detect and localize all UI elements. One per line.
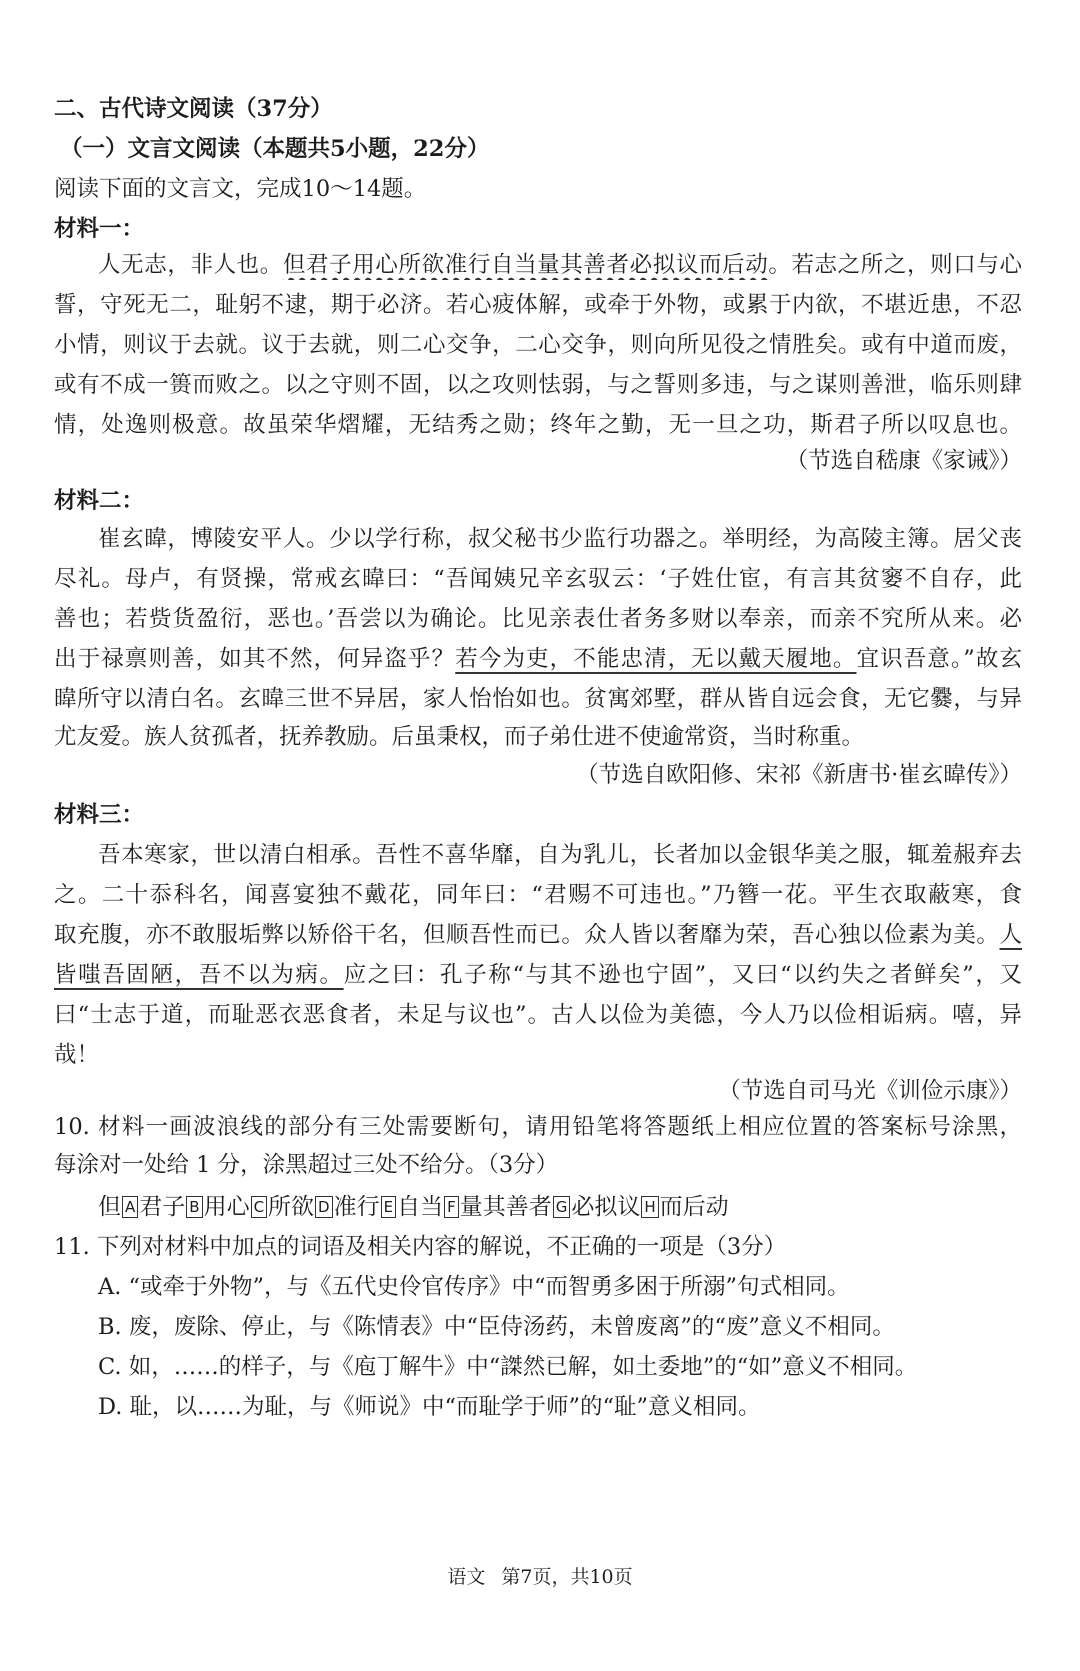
material1-line1-end: 。若志之所之，则口与心 bbox=[768, 252, 1022, 278]
q10-box-e[interactable]: E bbox=[381, 1196, 396, 1218]
material3-line4-end: 应之曰：孔子称“与其不逊也宁固”，又曰“以约失之者鲜矣”，又 bbox=[343, 962, 1022, 988]
material3-line3 bbox=[54, 920, 1022, 950]
q11-option-d[interactable]: D. 耻，以……为耻，与《师说》中“而耻学于师”的“耻”意义相同。 bbox=[98, 1394, 761, 1420]
material2-source: （节选自欧阳修、宋祁《新唐书·崔玄暐传》） bbox=[576, 762, 1022, 788]
material2-line2: 尽礼。母卢，有贤操，常戒玄暐曰：“吾闻姨兄辛玄驭云：‘子姓仕宦，有言其贫窭不自存，此 bbox=[54, 566, 1022, 592]
material2-line4 bbox=[54, 644, 1022, 674]
q10-seg-text: 用心 bbox=[203, 1194, 250, 1220]
material3-underlined-start: 人 bbox=[999, 922, 1022, 948]
q10-segmented-sentence bbox=[98, 1192, 1022, 1222]
q10-seg-start: 但 bbox=[98, 1194, 121, 1220]
q10-seg-text: 必拟议 bbox=[571, 1194, 641, 1220]
q11-option-a[interactable]: A. “或牵于外物”，与《五代史伶官传序》中“而智勇多困于所溺”句式相同。 bbox=[98, 1274, 850, 1300]
material2-label: 材料二： bbox=[54, 488, 145, 514]
material2-line3: 善也；若赀货盈衍，恶也。’吾尝以为确论。比见亲表仕者务多财以奉亲，而亲不究所从来。必 bbox=[54, 606, 1022, 632]
q10-box-f[interactable]: F bbox=[444, 1196, 459, 1218]
q10-seg-text: 君子 bbox=[139, 1194, 186, 1220]
q10-box-h[interactable]: H bbox=[641, 1196, 658, 1218]
material3-line4 bbox=[54, 960, 1022, 990]
q10-box-a[interactable]: A bbox=[122, 1196, 138, 1218]
material2-line4-start: 出于禄禀则善，如其不然，何异盗乎？ bbox=[54, 646, 456, 672]
material1-line3: 小情，则议于去就。议于去就，则二心交争，二心交争，则向所见役之情胜矣。或有中道而废， bbox=[54, 332, 1022, 358]
material2-underlined-sentence: 若今为吏，不能忠清，无以戴天履地。 bbox=[455, 646, 857, 672]
material3-line2: 之。二十忝科名，闻喜宴独不戴花，同年曰：“君赐不可违也。”乃簪一花。平生衣取蔽寒，食 bbox=[54, 882, 1022, 908]
material2-line5: 暐所守以清白名。玄暐三世不异居，家人怡怡如也。贫寓郊墅，群从皆自远会食，无它爨，与异 bbox=[54, 686, 1022, 712]
subsection-title: （一）文言文阅读（本题共5小题，22分） bbox=[60, 136, 490, 162]
material2-line4-end: 宜识吾意。”故玄 bbox=[856, 646, 1022, 672]
material1-line5: 情，处逸则极意。故虽荣华熠耀，无结秀之勋；终年之勤，无一旦之功，斯君子所以叹息也。 bbox=[54, 412, 1022, 438]
q10-seg-text: 而后动 bbox=[659, 1194, 729, 1220]
q10-seg-text: 所欲 bbox=[268, 1194, 315, 1220]
material3-label: 材料三： bbox=[54, 802, 145, 828]
material3-source: （节选自司马光《训俭示康》） bbox=[718, 1078, 1022, 1104]
material3-line5: 曰“士志于道，而耻恶衣恶食者，未足与议也”。古人以俭为美德，今人乃以俭相诟病。嘻，异 bbox=[54, 1002, 1022, 1028]
q10-seg-text: 自当 bbox=[397, 1194, 444, 1220]
material3-line6: 哉！ bbox=[54, 1042, 100, 1068]
q11-stem: 11. 下列对材料中加点的词语及相关内容的解说，不正确的一项是（3分） bbox=[54, 1234, 787, 1260]
footer-subject: 语文 bbox=[447, 1566, 486, 1588]
q10-seg-text: 准行 bbox=[333, 1194, 380, 1220]
section-title: 二、古代诗文阅读（37分） bbox=[54, 96, 333, 122]
material1-label: 材料一： bbox=[54, 216, 145, 242]
page-footer bbox=[0, 1564, 1080, 1590]
material1-line1-start: 人无志，非人也。 bbox=[98, 252, 283, 278]
footer-page-number: 第7页，共10页 bbox=[501, 1566, 633, 1588]
material1-source: （节选自嵇康《家诫》） bbox=[785, 448, 1022, 474]
q10-box-c[interactable]: C bbox=[251, 1196, 267, 1218]
material1-line4: 或有不成一篑而败之。以之守则不固，以之攻则怯弱，与之誓则多违，与之谋则善泄，临乐则肆 bbox=[54, 372, 1022, 398]
material1-line2: 誓，守死无二，耻躬不逮，期于必济。若心疲体解，或牵于外物，或累于内欲，不堪近患，不忍 bbox=[54, 292, 1022, 318]
q10-box-d[interactable]: D bbox=[315, 1196, 333, 1218]
q10-box-g[interactable]: G bbox=[553, 1196, 571, 1218]
material1-line1 bbox=[98, 250, 1022, 280]
instruction: 阅读下面的文言文，完成10～14题。 bbox=[54, 176, 427, 202]
q11-option-c[interactable]: C. 如，……的样子，与《庖丁解牛》中“謋然已解，如土委地”的“如”意义不相同。 bbox=[98, 1354, 918, 1380]
q10-box-b[interactable]: B bbox=[186, 1196, 202, 1218]
material1-wavy-sentence: 但君子用心所欲准行自当量其善者必拟议而后动 bbox=[282, 252, 769, 278]
material2-line6: 尤友爱。族人贫孤者，抚养教励。后虽秉权，而子弟仕进不使逾常资，当时称重。 bbox=[54, 724, 865, 750]
q10-stem-line2: 每涂对一处给 1 分，涂黑超过三处不给分。（3分） bbox=[54, 1152, 559, 1178]
material3-underlined-sentence: 皆嗤吾固陋，吾不以为病。 bbox=[54, 962, 344, 988]
material2-line1: 崔玄暐，博陵安平人。少以学行称，叔父秘书少监行功器之。举明经，为高陵主簿。居父丧 bbox=[98, 526, 1022, 552]
material3-line1: 吾本寒家，世以清白相承。吾性不喜华靡，自为乳儿，长者加以金银华美之服，辄羞赧弃去 bbox=[98, 842, 1022, 868]
material3-line3-start: 取充腹，亦不敢服垢弊以矫俗干名，但顺吾性而已。众人皆以奢靡为荣，吾心独以俭素为美。 bbox=[54, 922, 1000, 948]
q11-option-b[interactable]: B. 废，废除、停止，与《陈情表》中“臣侍汤药，未曾废离”的“废”意义不相同。 bbox=[98, 1314, 895, 1340]
q10-stem-line1: 10. 材料一画波浪线的部分有三处需要断句，请用铅笔将答题纸上相应位置的答案标号涂黑， bbox=[54, 1114, 1022, 1140]
q10-seg-text: 量其善者 bbox=[459, 1194, 552, 1220]
